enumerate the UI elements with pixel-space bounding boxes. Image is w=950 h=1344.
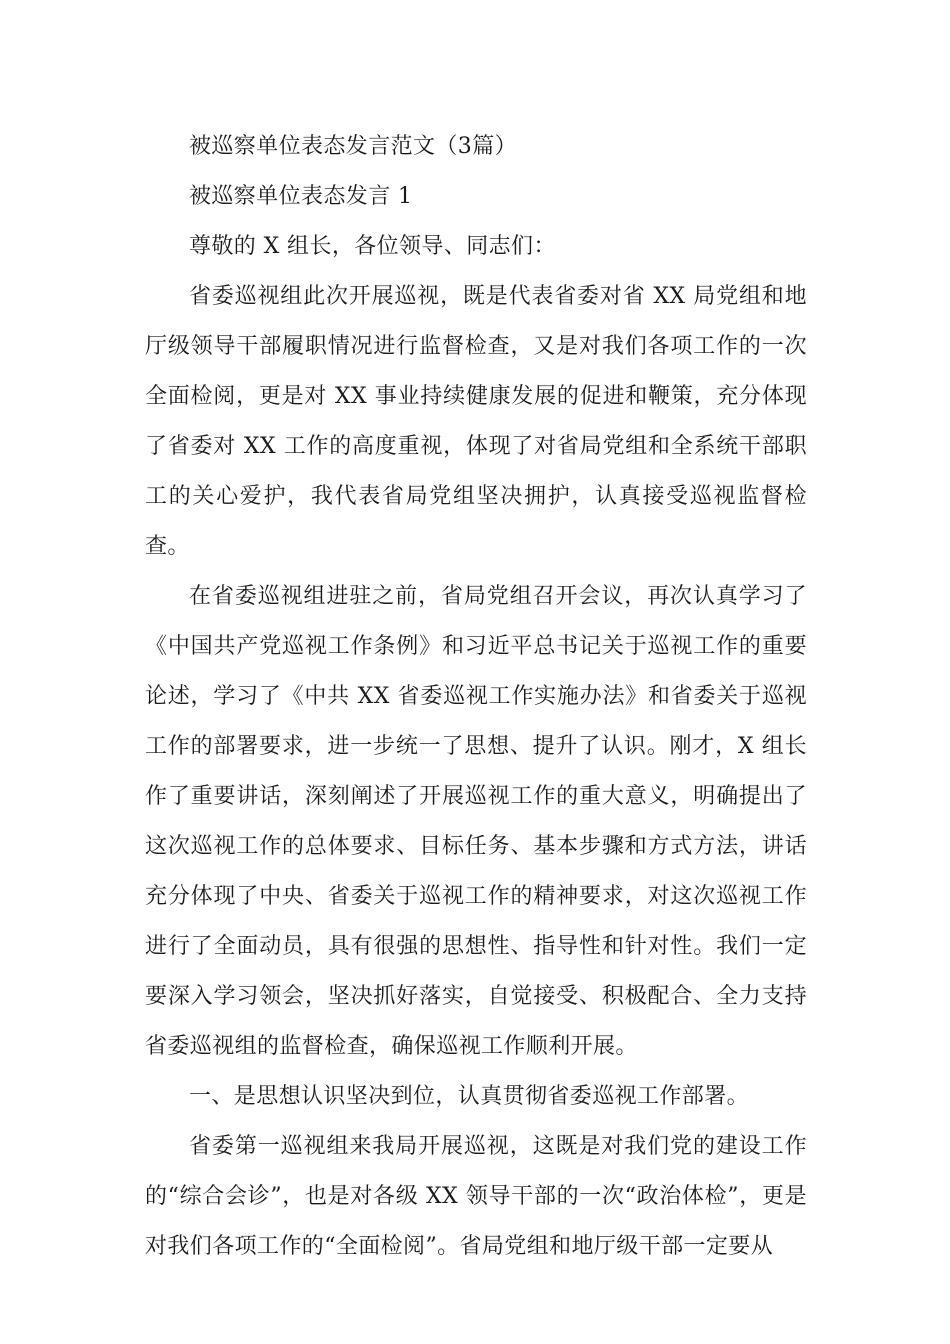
document-subtitle: 被巡察单位表态发言 1 xyxy=(189,184,413,209)
section-heading-1: 一、是思想认识坚决到位，认真贯彻省委巡视工作部署。 xyxy=(189,1084,750,1109)
document-title: 被巡察单位表态发言范文（3篇） xyxy=(189,134,517,159)
document-body xyxy=(145,122,807,1272)
paragraph-2: 在省委巡视组进驻之前，省局党组召开会议，再次认真学习了《中国共产党巡视工作条例》和习近平总书记关于巡视工作的重要论述，学习了《中共 XX 省委巡视工作实施办法》和省委关于巡视工作的部署要求，进一步统一了思想、提升了认识。刚才，X 组长作了重要讲话，深刻阐述了开展巡视工作的重大意义，明确提出了这次巡视工作的总体要求、目标任务、基本步骤和方式方法，讲话充分体现了中央、省委关于巡视工作的精神要求，对这次巡视工作进行了全面动员，具有很强的思想性、指导性和针对性。我们一定要深入学习领会，坚决抓好落实，自觉接受、积极配合、全力支持省委巡视组的监督检查，确保巡视工作顺利开展。 xyxy=(145,584,807,1059)
salutation: 尊敬的 X 组长，各位领导、同志们： xyxy=(189,234,556,259)
paragraph-3: 省委第一巡视组来我局开展巡视，这既是对我们党的建设工作的“综合会诊”，也是对各级 XX 领导干部的一次“政治体检”，更是对我们各项工作的“全面检阅”。省局党组和地厅级干部一定要从 xyxy=(145,1134,807,1259)
paragraph-1: 省委巡视组此次开展巡视，既是代表省委对省 XX 局党组和地厅级领导干部履职情况进行监督检查，又是对我们各项工作的一次全面检阅，更是对 XX 事业持续健康发展的促进和鞭策，充分体现了省委对 XX 工作的高度重视，体现了对省局党组和全系统干部职工的关心爱护，我代表省局党组坚决拥护，认真接受巡视监督检查。 xyxy=(145,284,807,559)
